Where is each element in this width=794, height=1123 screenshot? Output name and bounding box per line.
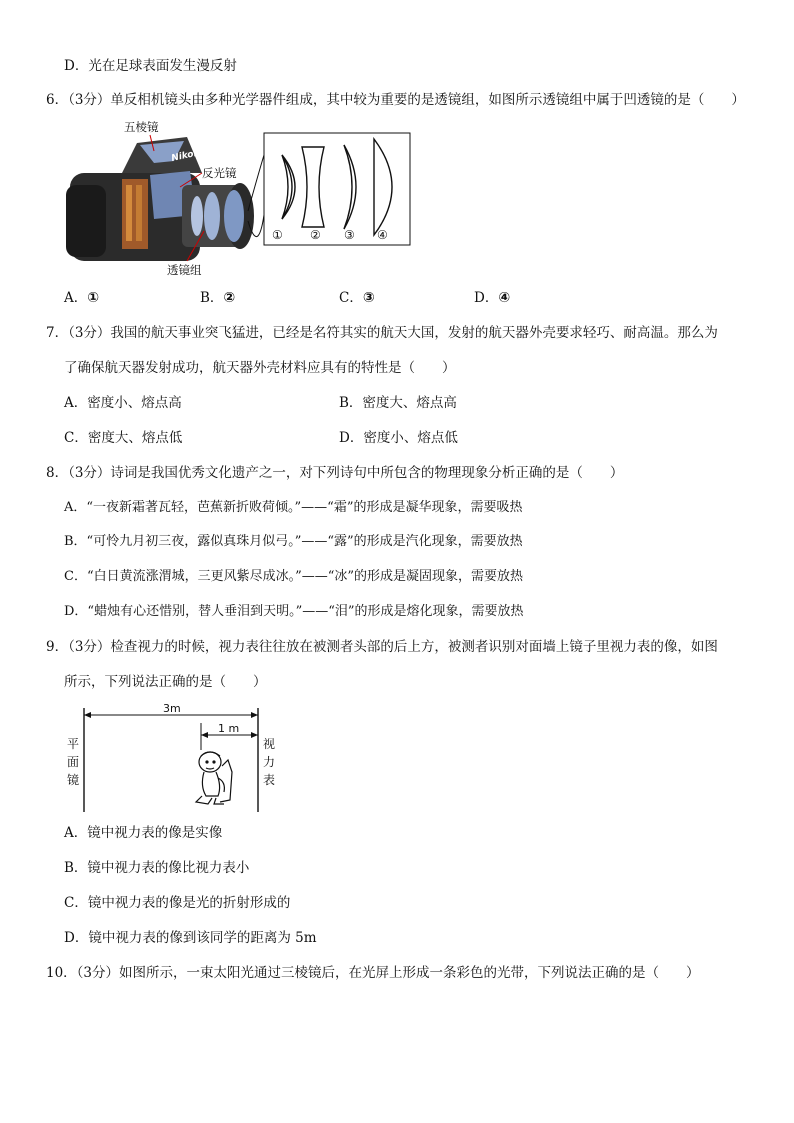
q8-stem: 8．（3分）诗词是我国优秀文化遗产之一，对下列诗句中所包含的物理现象分析正确的是（ ）	[46, 465, 624, 481]
camera-lens-diagram	[62, 115, 422, 280]
lens-label-4: ④	[377, 228, 388, 242]
q10-stem: 10．（3分）如图所示，一束太阳光通过三棱镜后，在光屏上形成一条彩色的光带，下列说法正确的是（ ）	[46, 965, 700, 981]
chart-label-2: 力	[263, 755, 276, 769]
q9-option-b[interactable]: B．镜中视力表的像比视力表小	[64, 860, 250, 876]
q7-option-b[interactable]: B．密度大、熔点高	[339, 395, 457, 411]
vision-test-diagram	[60, 700, 290, 815]
q6-option-a[interactable]: A．①	[64, 290, 100, 306]
q7-option-c[interactable]: C．密度大、熔点低	[64, 430, 183, 446]
mirror-label-1: 平	[67, 737, 80, 751]
mirror-label-2: 面	[67, 755, 80, 769]
camera-illustration	[66, 137, 254, 261]
q7-stem-line1: 7．（3分）我国的航天事业突飞猛进，已经是名符其实的航天大国，发射的航天器外壳要求轻巧、耐高温。那么为	[46, 325, 718, 341]
q9-option-d[interactable]: D．镜中视力表的像到该同学的距离为 5m	[64, 930, 317, 946]
label-pentaprism: 五棱镜	[124, 120, 159, 134]
q9-option-a[interactable]: A．镜中视力表的像是实像	[64, 825, 223, 841]
mirror-label-3: 镜	[67, 773, 80, 787]
q6-stem: 6．（3分）单反相机镜头由多种光学器件组成，其中较为重要的是透镜组，如图所示透镜组中属于凹透镜的是（ ）	[46, 92, 745, 108]
lens-label-1: ①	[272, 228, 283, 242]
q7-option-a[interactable]: A．密度小、熔点高	[64, 395, 182, 411]
q8-option-d[interactable]: D．“蜡烛有心还惜别，替人垂泪到天明。”——“泪”的形成是熔化现象，需要放热	[64, 604, 524, 619]
q9-stem-line1: 9．（3分）检查视力的时候，视力表往往放在被测者头部的后上方，被测者识别对面墙上镜子里视力表的像，如图	[46, 639, 718, 655]
q8-option-a[interactable]: A．“一夜新霜著瓦轻，芭蕉新折败荷倾。”——“霜”的形成是凝华现象，需要吸热	[64, 500, 523, 515]
dist-short: 1 m	[218, 722, 240, 735]
lens-label-3: ③	[344, 228, 355, 242]
q9-option-c[interactable]: C．镜中视力表的像是光的折射形成的	[64, 895, 291, 911]
q7-stem-line2: 了确保航天器发射成功，航天器外壳材料应具有的特性是（ ）	[64, 360, 456, 376]
lens-label-2: ②	[310, 228, 321, 242]
camera-brand: Nikon	[170, 148, 201, 164]
label-lens-group: 透镜组	[167, 263, 202, 277]
q8-option-b[interactable]: B．“可怜九月初三夜，露似真珠月似弓。”——“露”的形成是汽化现象，需要放热	[64, 534, 523, 549]
q6-option-d[interactable]: D．④	[474, 290, 511, 306]
chart-label-1: 视	[263, 737, 276, 751]
q6-option-b[interactable]: B．②	[200, 290, 236, 306]
q9-stem-line2: 所示，下列说法正确的是（ ）	[64, 674, 267, 690]
q8-option-c[interactable]: C．“白日黄流涨渭城，三更风紫尽成冰。”——“冰”的形成是凝固现象，需要放热	[64, 569, 524, 584]
label-mirror: 反光镜	[202, 166, 237, 180]
q7-option-d[interactable]: D．密度小、熔点低	[339, 430, 458, 446]
q6-option-c[interactable]: C．③	[339, 290, 375, 306]
dist-total: 3m	[163, 702, 181, 715]
q5-option-d: D．光在足球表面发生漫反射	[64, 58, 237, 74]
q9-figure	[60, 700, 290, 815]
person-icon	[196, 752, 232, 804]
q6-figure	[62, 115, 422, 280]
chart-label-3: 表	[263, 773, 276, 787]
